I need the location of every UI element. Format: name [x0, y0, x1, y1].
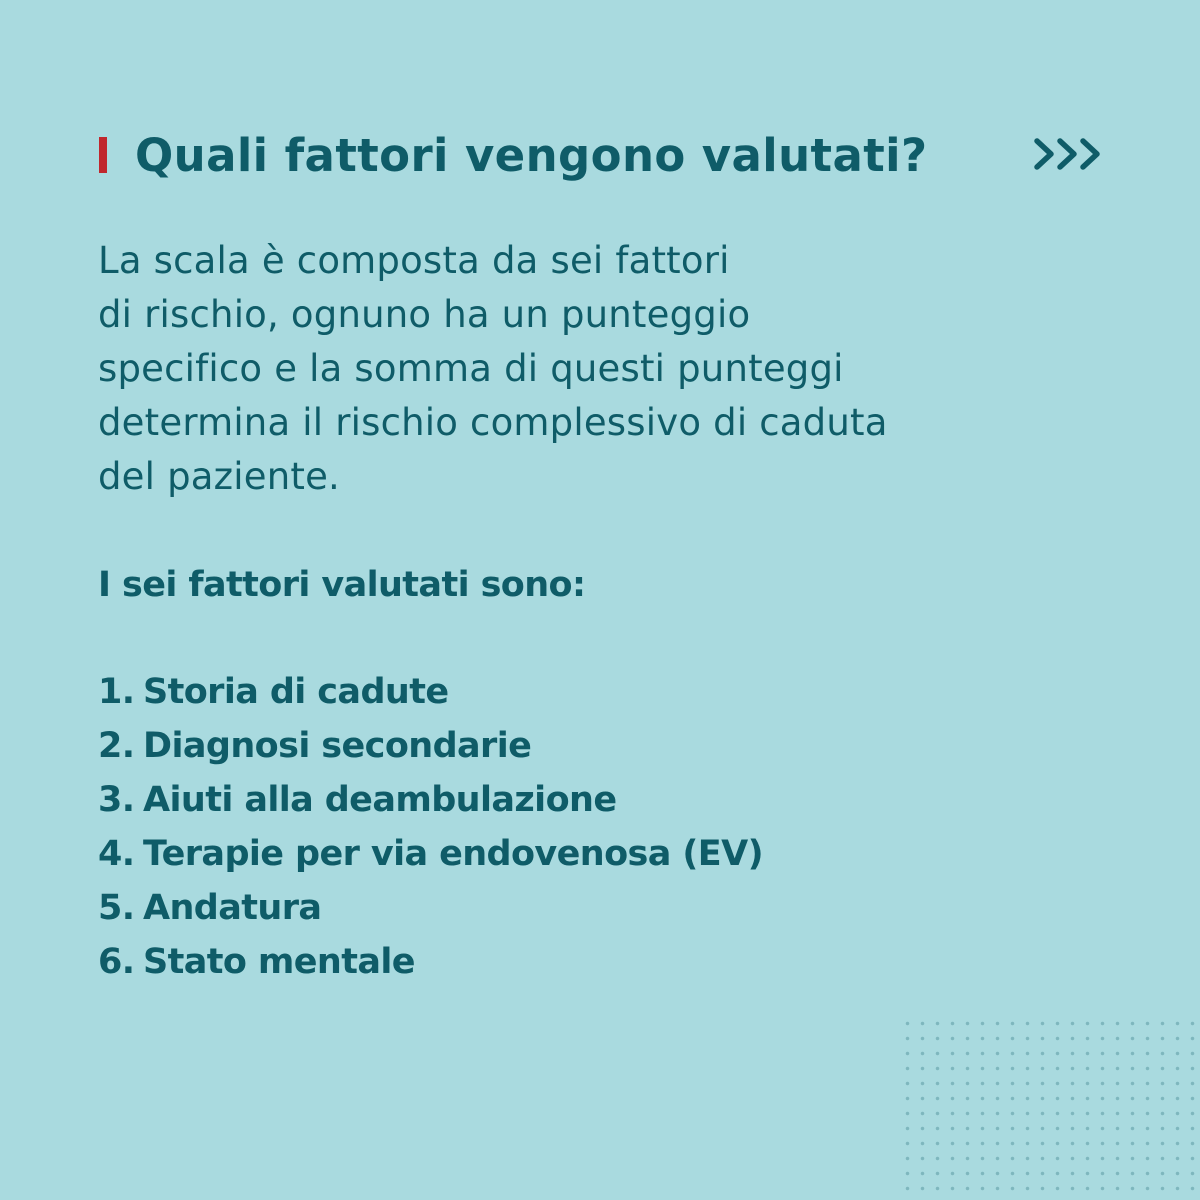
factor-item [98, 827, 763, 881]
factor-number: 6. [98, 942, 135, 982]
intro-line: specifico e la somma di questi punteggi [98, 347, 844, 390]
factor-number: 4. [98, 834, 135, 874]
factor-number: 2. [98, 726, 135, 766]
factor-label: Andatura [143, 888, 322, 928]
factor-label: Stato mentale [143, 942, 415, 982]
factor-label: Aiuti alla deambulazione [143, 780, 617, 820]
intro-line: La scala è composta da sei fattori [98, 239, 730, 282]
factor-number: 1. [98, 672, 135, 712]
title-accent-bar [99, 137, 107, 173]
factor-label: Diagnosi secondarie [143, 726, 532, 766]
slide-title: Quali fattori vengono valutati? [135, 129, 928, 182]
intro-paragraph [98, 234, 1058, 504]
factor-label: Storia di cadute [143, 672, 449, 712]
factor-item [98, 665, 763, 719]
intro-line: del paziente. [98, 455, 340, 498]
factors-subheading: I sei fattori valutati sono: [98, 565, 586, 605]
factor-item [98, 935, 763, 989]
intro-line: di rischio, ognuno ha un punteggio [98, 293, 751, 336]
factors-list [98, 665, 763, 989]
triple-chevron-right-icon[interactable] [1033, 135, 1105, 173]
factor-item [98, 719, 763, 773]
factor-number: 3. [98, 780, 135, 820]
dot-grid-decoration [900, 1016, 1200, 1200]
factor-item [98, 773, 763, 827]
factor-label: Terapie per via endovenosa (EV) [143, 834, 763, 874]
factor-number: 5. [98, 888, 135, 928]
intro-line: determina il rischio complessivo di caduta [98, 401, 888, 444]
factor-item [98, 881, 763, 935]
